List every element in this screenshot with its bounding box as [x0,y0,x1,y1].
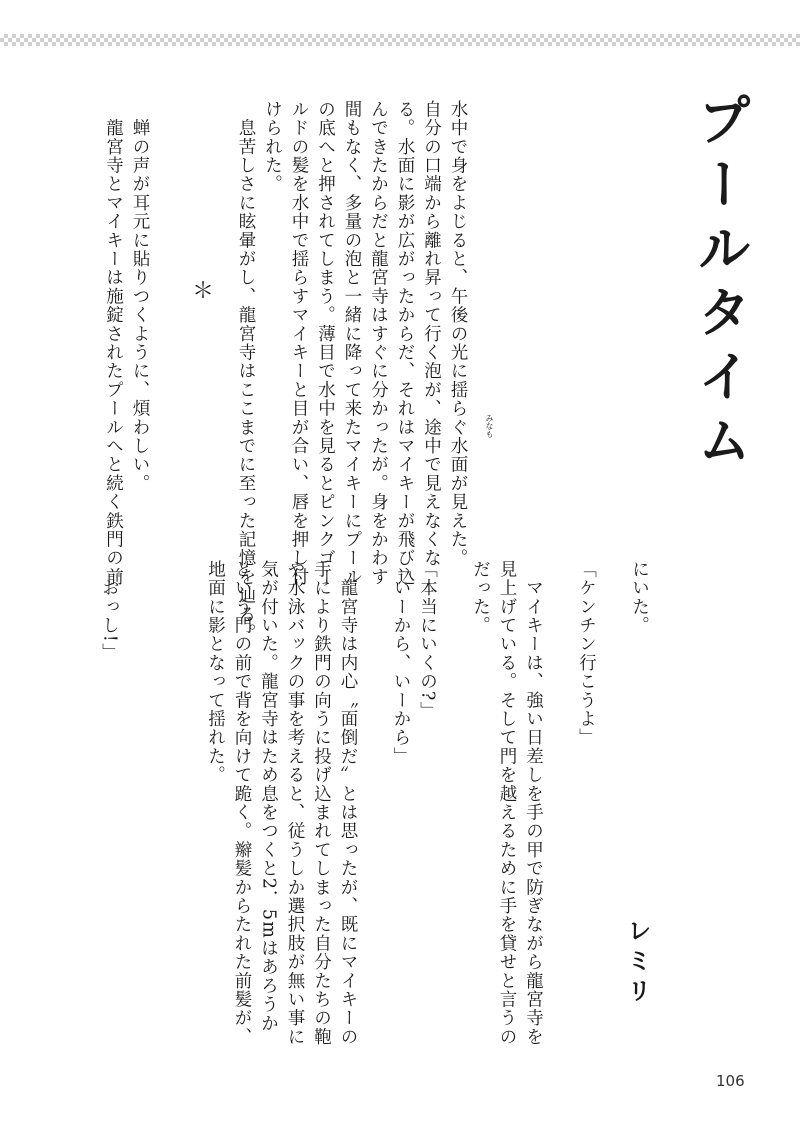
text-line: や水泳バックの事を考えると、従うしか選択肢が無い事に [285,560,305,1047]
lower-text-block [96,560,653,1046]
text-line: 見上げている。そして門を越えるために手を貸せと言うの [497,560,517,1047]
text-line: 龍宮寺は内心〝面倒だ〟とは思ったが、既にマイキーの [338,560,358,1047]
text-line: マイキーは、強い日差しを手の甲で防ぎながら龍宮寺を [523,560,544,1047]
text-line: 手により鉄門の向うに投げ込まれてしまった自分たちの鞄 [311,560,332,1047]
text-line: 自分の口端から離れ昇って行く泡が、途中で見えなくな [421,100,442,568]
text-line: 間もなく、多量の泡と一緒に降って来たマイキーにプール [342,100,362,587]
text-line [547,560,574,1046]
text-line: 息苦しさに眩暈がし、龍宮寺はここまでに至った記憶を辿る。 [236,100,256,643]
text-line: んできたからだと龍宮寺はすぐに分かったが。身をかわす [368,100,389,587]
text-line: る。水面に影が広がったからだ、それはマイキーが飛び込 [395,100,415,587]
text-line: けられた。 [262,100,283,194]
text-line: 蝉の声が耳元に貼りつくように、煩わしい。 [130,100,150,493]
text-line [123,560,150,1046]
text-line: だった。 [470,560,491,635]
text-line: という門の前で背を向けて跪く。辮髪からたれた前髪が、 [232,560,252,1047]
text-line: ルドの髪を水中で揺らすマイキーと目が合い、唇を押し付 [289,100,309,587]
text-line: の底へと押されてしまう。薄目で水中を見るとピンクゴー [315,100,336,587]
text-line: 気が付いた。龍宮寺はため息をつくと2．5mはあろうか [258,560,279,1033]
text-line: 「いーから、いーから」 [391,560,411,766]
text-line [176,560,203,1046]
section-separator: ＊ [192,279,215,304]
story-title: プールタイム [689,92,752,476]
text-line: 水中で身をよじると、午後の光に揺らぐ水面が見えた。 [448,100,468,568]
text-line [149,560,176,1046]
text-line: 「ケンチン行こうよ」 [576,560,597,747]
text-line [361,560,388,1046]
text-line: 「おっし!」 [99,560,120,662]
furigana-minamo: みなも [485,414,494,438]
text-line: 「本当にいくの?」 [417,560,438,721]
decorative-top-border [0,34,800,46]
author-name: レミリ [623,918,651,1008]
text-line: 地面に影となって揺れた。 [205,560,226,785]
text-line: 龍宮寺とマイキーは施錠されたプールへと続く鉄門の前 [103,100,124,587]
text-line [441,560,468,1046]
page-number: 106 [716,1072,745,1090]
text-line: にいた。 [629,560,650,635]
